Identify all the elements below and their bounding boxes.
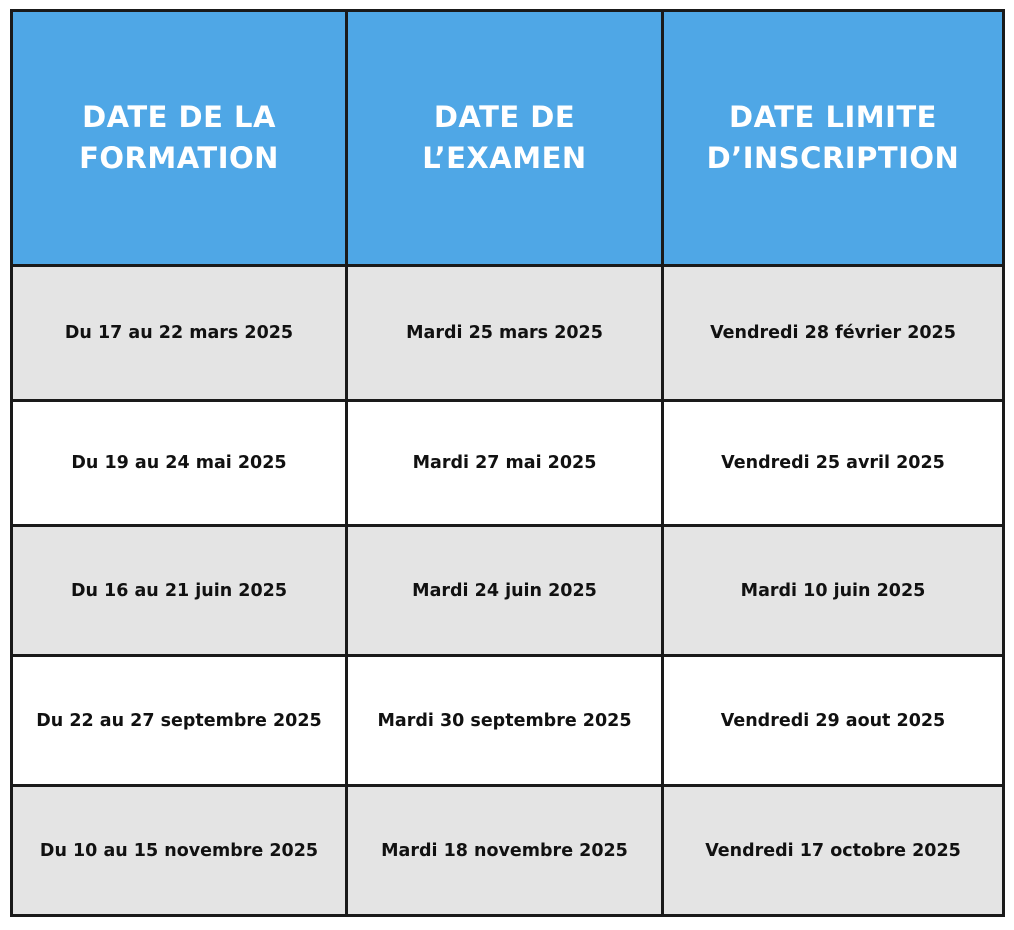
table-body — [12, 266, 1004, 916]
exam-date-cell: Mardi 27 mai 2025 — [347, 401, 663, 526]
header-exam-date: DATE DE L’EXAMEN — [347, 11, 663, 266]
exam-date-cell: Mardi 25 mars 2025 — [347, 266, 663, 401]
exam-date-cell: Mardi 18 novembre 2025 — [347, 786, 663, 916]
table-header — [12, 11, 1004, 266]
registration-deadline-cell: Vendredi 17 octobre 2025 — [663, 786, 1004, 916]
table-row — [12, 266, 1004, 401]
training-date-cell: Du 22 au 27 septembre 2025 — [12, 656, 347, 786]
training-date-cell: Du 10 au 15 novembre 2025 — [12, 786, 347, 916]
header-training-date: DATE DE LA FORMATION — [12, 11, 347, 266]
header-row — [12, 11, 1004, 266]
header-registration-deadline: DATE LIMITE D’INSCRIPTION — [663, 11, 1004, 266]
training-date-cell: Du 19 au 24 mai 2025 — [12, 401, 347, 526]
exam-date-cell: Mardi 24 juin 2025 — [347, 526, 663, 656]
table-row — [12, 526, 1004, 656]
training-date-cell: Du 17 au 22 mars 2025 — [12, 266, 347, 401]
table-row — [12, 401, 1004, 526]
table-row — [12, 656, 1004, 786]
registration-deadline-cell: Vendredi 29 aout 2025 — [663, 656, 1004, 786]
training-date-cell: Du 16 au 21 juin 2025 — [12, 526, 347, 656]
registration-deadline-cell: Mardi 10 juin 2025 — [663, 526, 1004, 656]
table-row — [12, 786, 1004, 916]
exam-date-cell: Mardi 30 septembre 2025 — [347, 656, 663, 786]
schedule-table — [10, 9, 1005, 917]
registration-deadline-cell: Vendredi 28 février 2025 — [663, 266, 1004, 401]
registration-deadline-cell: Vendredi 25 avril 2025 — [663, 401, 1004, 526]
